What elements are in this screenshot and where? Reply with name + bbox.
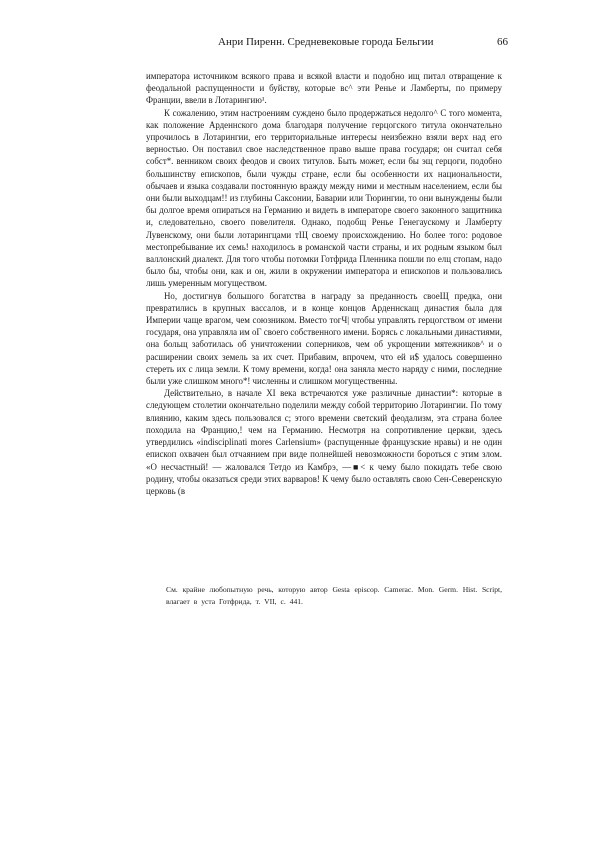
body-text bbox=[146, 70, 502, 497]
page-number: 66 bbox=[497, 36, 508, 48]
paragraph-1: императора источником всякого права и всякой власти и подобно ищ питал отвращение к феодальной распущенности и буйству, которые вс^ эти Ренье и Ламберты, по примеру Франции, ввели в Лотарингию¹. bbox=[146, 71, 502, 106]
paragraph-2: К сожалению, этим настроениям суждено было продержаться недолго^ С того момента, как положение Арденнского дома благодаря получение герцогского титула окончательно упрочилось в Лотарингии, его территориальные интересы неизбежно взяли верх над его верностью. Он поставил свое наследственное право выше права государя; он считал себя собст*. венником своих феодов и своих титулов. Быть может, если бы эщ герцоги, подобно большинству епископов, были чужды стране, если бы особенности их национальности, обычаев и языка создавали постоянную вражду между ними и местным населением, если бы они были выходцам!! из глубины Саксонии, Баварии или Тюрингии, то они вынуждены были бы долгое время опираться на Германию и видеть в императоре своего законного защитника и, следовательно, своего повелителя. Однако, подобщ Ренье Генегаускому и Ламберту Лувенскому, они были лотарингцами тЩ своему происхождению. Но более того: родовое местопребывание их семь! находилось в романской части страны, и их родным языком был валлонский диалект. Для того чтобы потомки Готфрида Пленника пошли по елц стопам, надо было бы, чтобы они, как и он, жили в окружении императора и епископов и пользовались лишь умеренным могуществом. bbox=[146, 107, 502, 289]
footnote bbox=[166, 584, 502, 607]
footnote-text: См. крайне любопытную речь, которую автор Gesta episcop. Camerac. Mon. Germ. Hist. Script, влагает в уста Готфрида, т. VII, с. 441. bbox=[166, 585, 502, 606]
paragraph-4: Действительно, в начале XI века встречаются уже различные династии*: которые в следующем столетии окончательно поделили между собой территорию Лотарингии. По тому влиянию, каким здесь пользовался с; этого времени светский феодализм, эта страна более походила на Францию,! чем на Германию. Несмотря на сопротивление церкви, здесь утвердились «indisciplinati mores Carlensium» (распущенные французские нравы) и не один епископ охвачен был отчаянием при виде полнейшей невозможности бороться с этим злом. «О несчастный! — жаловался Тетдо из Камбрэ, —■< к чему было покидать тебе свою родину, чтобы оказаться среди этих варваров! К чему было оставлять свою Сен-Северенскую церковь (в bbox=[146, 388, 502, 496]
paragraph-3: Но, достигнув большого богатства в награду за преданность своеЩ предка, они превратились в крупных вассалов, и в конце концов Арденнскащ династия была для Империи чаще врагом, чем союзником. Вместо тогЧ| чтобы управлять герцогством от имени государя, она управляла им оГ своего собственного имени. Борясь с локальными династиями, она больщ заботилась об уничтожении соперников, чем об укрощении мятежников^ и о расширении своих земель за их счет. Прибавим, впрочем, что ей и$ удалось совершенно стереть их с лица земли. К тому времени, когда! она заняла место наряду с ними, последние были уже слишком много*! численны и слишком могущественны. bbox=[146, 290, 502, 387]
header-title: Анри Пиренн. Средневековые города Бельгии bbox=[218, 36, 434, 48]
running-header bbox=[0, 36, 600, 52]
